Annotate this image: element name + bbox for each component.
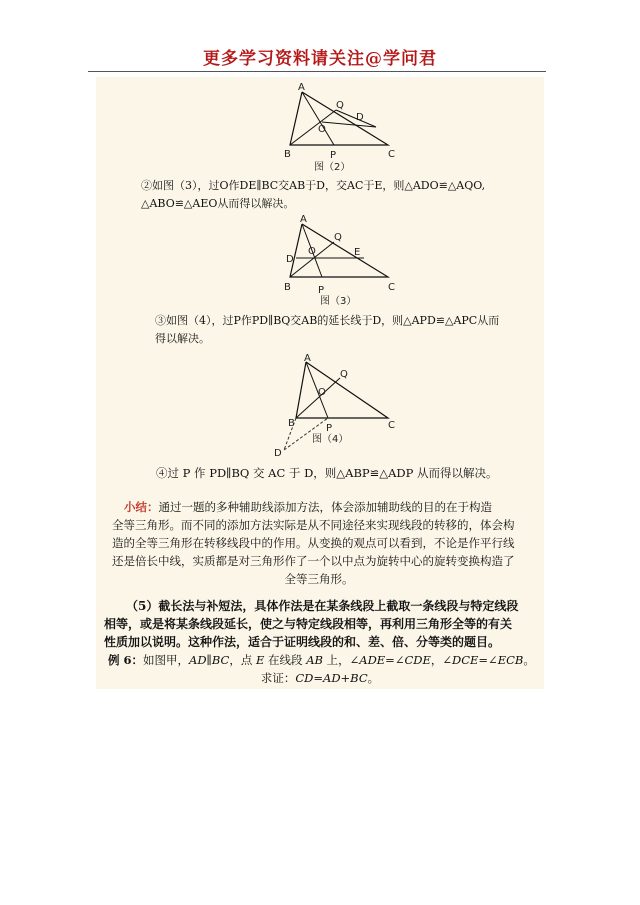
header-title: 更多学习资料请关注@学问君	[203, 49, 437, 69]
example-6-intro: 如图甲，	[143, 653, 190, 667]
proof-end: 。	[367, 671, 380, 685]
method-2-line-2: △ABO≌△AEO从而得以解决。	[141, 197, 295, 210]
label-b: B	[284, 149, 291, 160]
summary-line-4: 还是倍长中线，实质都是对三角形作了一个以中点为旋转中心的旋转变换构造了	[112, 554, 515, 568]
summary-line-3: 造的全等三角形在转移线段中的作用。从变换的观点可以看到，不论是作平行线	[112, 536, 515, 550]
example-6-statement	[108, 651, 535, 669]
example-6-text-6: 。	[523, 653, 535, 667]
label-d: D	[356, 112, 364, 123]
label-o: O	[318, 124, 326, 135]
example-6-text-2: ，点	[229, 653, 256, 667]
figure-4-diagram	[270, 352, 410, 460]
label-d: D	[274, 448, 282, 459]
label-a: A	[304, 353, 311, 364]
label-p: P	[326, 423, 333, 434]
page-header	[0, 0, 640, 72]
label-q: Q	[336, 100, 344, 111]
figure-2-diagram	[276, 82, 406, 174]
figure-3-caption: 图（3）	[320, 296, 357, 307]
section-5-line-2: 相等，或是将某条线段延长，使之与特定线段相等，再利用三角形全等的有关	[104, 617, 513, 631]
label-a: A	[298, 82, 305, 93]
figure-3	[276, 214, 406, 310]
label-c: C	[388, 420, 395, 431]
example-6-label: 例 6：	[108, 653, 144, 667]
figure-3-diagram	[276, 214, 406, 310]
label-q: Q	[334, 232, 342, 243]
label-e: E	[354, 247, 361, 258]
summary-line-2: 全等三角形。而不同的添加方法实际是从不同途径来实现线段的转移的，体会构	[112, 518, 515, 532]
label-b: B	[284, 282, 291, 293]
label-d: D	[286, 254, 294, 265]
proof-label: 求证：	[260, 671, 296, 685]
method-2-line-1: ②如图（3），过O作DE∥BC交AB于D，交AC于E，则△ADO≌△AQO,	[141, 179, 486, 192]
figure-2-caption: 图（2）	[314, 162, 351, 173]
method-3-line-1: ③如图（4），过P作PD∥BQ交AB的延长线于D，则△APD≌△APC从而	[155, 314, 500, 327]
example-6-proof	[0, 669, 640, 687]
figure-4	[270, 352, 410, 460]
example-6-condition-2: ∠ADE=∠CDE	[349, 653, 431, 667]
section-5-line-3: 性质加以说明。这种作法，适合于证明线段的和、差、倍、分等类的题目。	[104, 635, 501, 649]
example-6-condition-3: ∠DCE=∠ECB	[442, 653, 524, 667]
summary-text-1: 通过一题的多种辅助线添加方法，体会添加辅助线的目的在于构造	[158, 500, 492, 514]
section-5-line-1: （5）截长法与补短法，具体作法是在某条线段上截取一条线段与特定线段	[126, 599, 519, 613]
summary-line-1	[112, 498, 526, 516]
label-b: B	[288, 418, 295, 429]
segment-ap	[302, 92, 334, 145]
example-6-text-3: 在线段	[264, 653, 307, 667]
header-divider	[88, 71, 546, 72]
proof-goal: CD=AD+BC	[295, 671, 368, 685]
label-q: Q	[340, 369, 348, 380]
example-6-condition-1: AD∥BC	[189, 653, 230, 667]
section-5-block	[104, 597, 536, 651]
example-6-text-5: ，	[430, 653, 443, 667]
label-p: P	[330, 150, 337, 161]
label-o: O	[308, 246, 316, 257]
segment-od	[322, 122, 376, 127]
figure-2	[276, 82, 406, 174]
example-6-segment-ab: AB	[306, 653, 323, 667]
example-6-text-4: 上，	[322, 653, 350, 667]
label-c: C	[388, 282, 395, 293]
figure-4-caption: 图（4）	[312, 434, 349, 445]
label-o: O	[318, 387, 326, 398]
method-4-line-1: ④过 P 作 PD∥BQ 交 AC 于 D，则△ABP≌△ADP 从而得以解决。	[156, 466, 498, 480]
summary-block	[112, 498, 526, 588]
summary-line-5: 全等三角形。	[284, 572, 354, 586]
label-p: P	[318, 285, 325, 296]
example-6-point-e: E	[255, 653, 265, 667]
label-a: A	[300, 214, 307, 225]
method-3-line-2: 得以解决。	[155, 332, 210, 345]
label-c: C	[388, 149, 395, 160]
summary-label: 小结：	[124, 500, 159, 514]
